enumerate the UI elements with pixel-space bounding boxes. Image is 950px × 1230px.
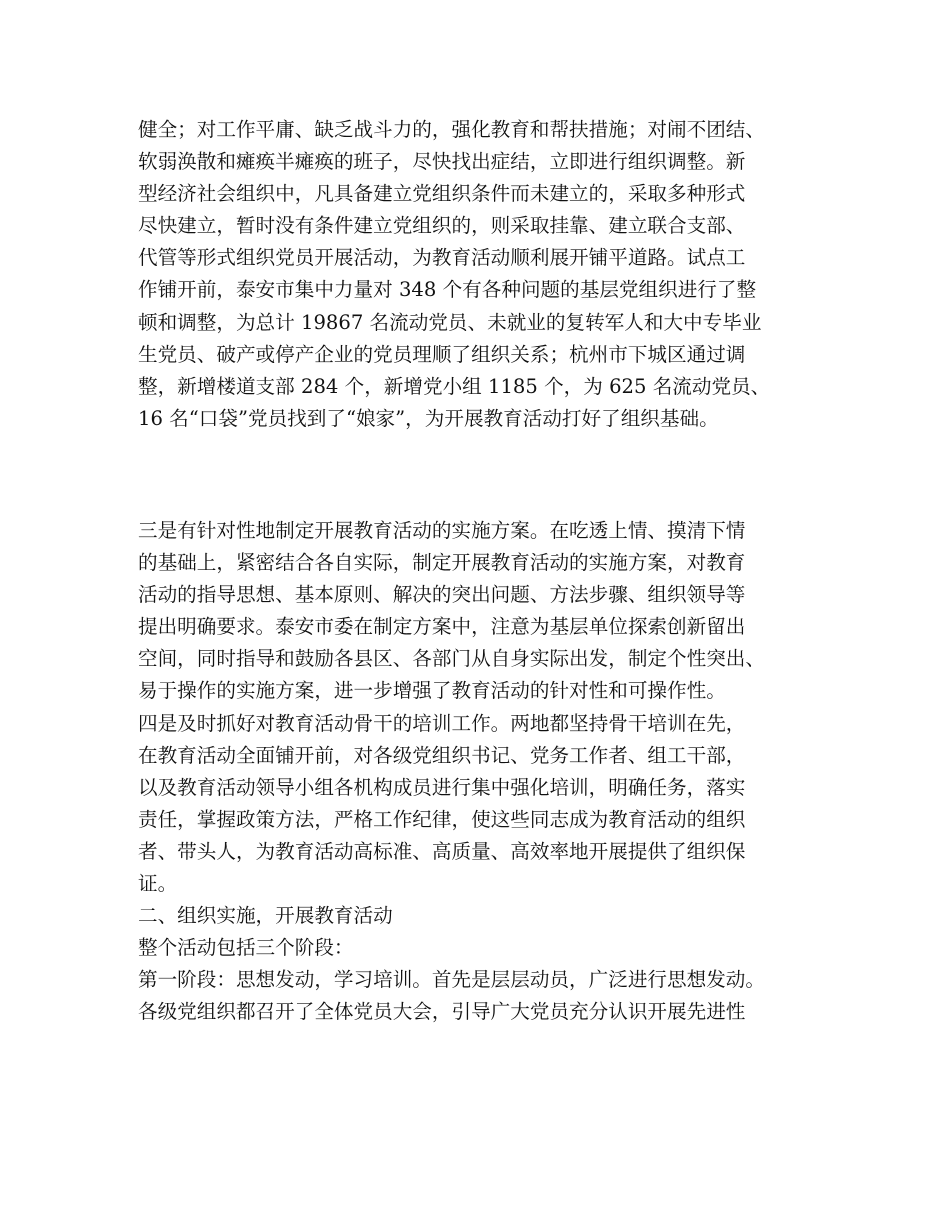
text-line: 型经济社会组织中，凡具备建立党组织条件而未建立的，采取多种形式 [138, 182, 746, 206]
text-line: 作铺开前，泰安市集中力量对 348 个有各种问题的基层党组织进行了整 [138, 278, 757, 302]
text-line: 三是有针对性地制定开展教育活动的实施方案。在吃透上情、摸清下情 [138, 519, 746, 542]
text-line: 健全；对工作平庸、缺乏战斗力的，强化教育和帮扶措施；对闹不团结、 [138, 118, 765, 141]
text-line: 四是及时抓好对教育活动骨干的培训工作。两地都坚持骨干培训在先， [138, 711, 746, 735]
text-line: 空间，同时指导和鼓励各县区、各部门从自身实际出发，制定个性突出、 [138, 647, 765, 671]
text-line: 责任，掌握政策方法，严格工作纪律，使这些同志成为教育活动的组织 [138, 807, 746, 831]
text-line: 以及教育活动领导小组各机构成员进行集中强化培训，明确任务，落实 [138, 775, 746, 799]
text-line: 尽快建立，暂时没有条件建立党组织的，则采取挂靠、建立联合支部、 [138, 214, 746, 238]
text-line: 在教育活动全面铺开前，对各级党组织书记、党务工作者、组工干部， [138, 743, 746, 767]
text-line: 第一阶段：思想发动，学习培训。首先是层层动员，广泛进行思想发动。 [138, 968, 765, 992]
section-heading: 二、组织实施，开展教育活动 [138, 904, 393, 928]
text-line: 提出明确要求。泰安市委在制定方案中，注意为基层单位探索创新留出 [138, 615, 746, 639]
paragraph-2 [138, 515, 838, 1029]
text-line: 者、带头人，为教育活动高标准、高质量、高效率地开展提供了组织保 [138, 839, 746, 863]
text-line: 的基础上，紧密结合各自实际，制定开展教育活动的实施方案，对教育 [138, 551, 746, 575]
text-line: 生党员、破产或停产企业的党员理顺了组织关系；杭州市下城区通过调 [138, 342, 746, 366]
text-line: 软弱涣散和瘫痪半瘫痪的班子，尽快找出症结，立即进行组织调整。新 [138, 150, 746, 174]
text-line: 各级党组织都召开了全体党员大会，引导广大党员充分认识开展先进性 [138, 1000, 746, 1024]
text-line: 代管等形式组织党员开展活动，为教育活动顺利展开铺平道路。试点工 [138, 246, 746, 270]
text-line: 活动的指导思想、基本原则、解决的突出问题、方法步骤、组织领导等 [138, 583, 746, 607]
text-line: 证。 [138, 872, 178, 896]
text-line: 16 名“口袋”党员找到了“娘家”，为开展教育活动打好了组织基础。 [138, 406, 719, 430]
text-line: 整个活动包括三个阶段： [138, 936, 354, 960]
text-line: 整，新增楼道支部 284 个，新增党小组 1185 个，为 625 名流动党员、 [138, 374, 771, 398]
text-line: 易于操作的实施方案，进一步增强了教育活动的针对性和可操作性。 [138, 679, 726, 703]
paragraph-1 [138, 114, 838, 435]
text-line: 顿和调整，为总计 19867 名流动党员、未就业的复转军人和大中专毕业 [138, 310, 762, 334]
